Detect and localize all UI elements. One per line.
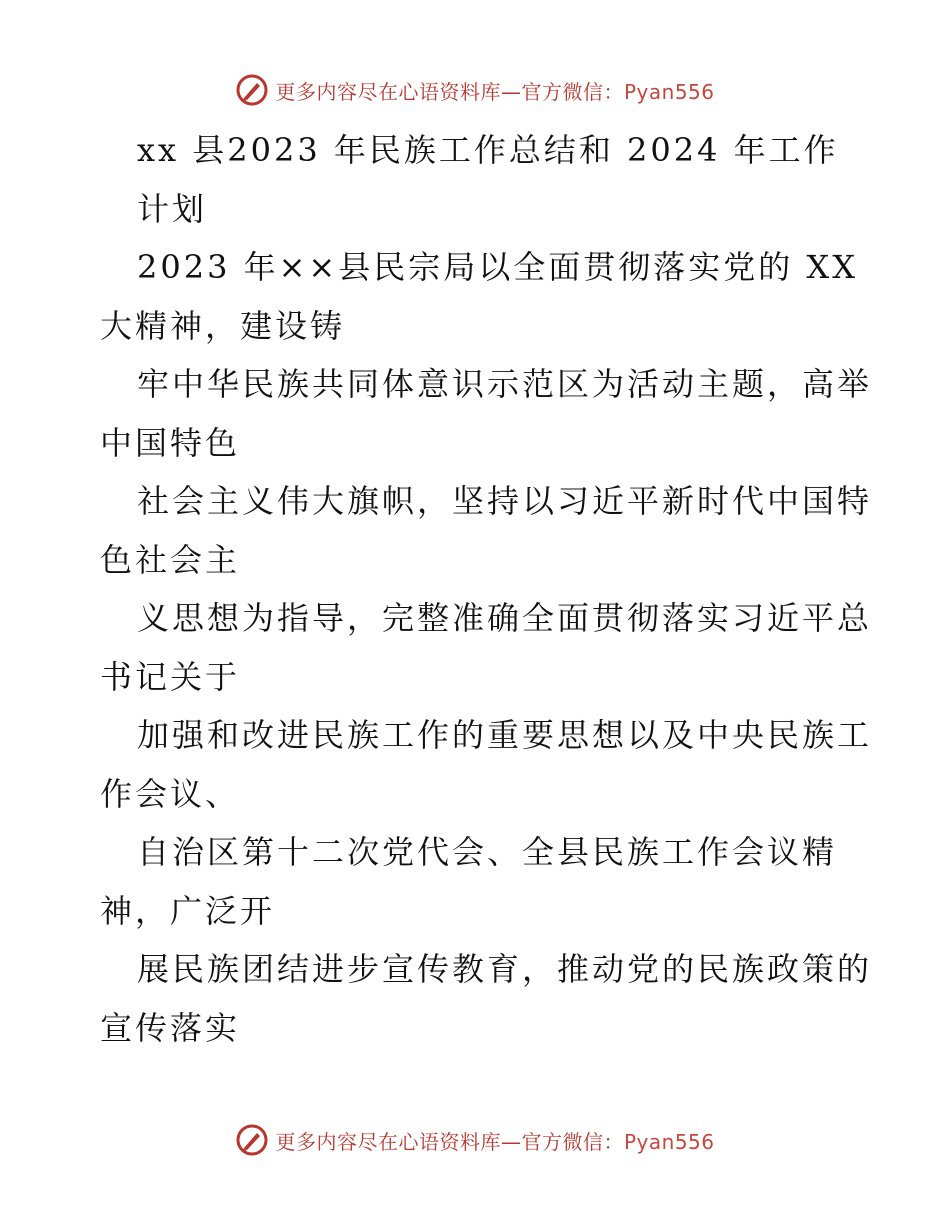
paragraph-line: 宣传落实 [100,1008,241,1047]
paragraph-line: 牢中华民族共同体意识示范区为活动主题，高举 [137,365,873,403]
paragraph-line: 书记关于 [100,657,241,696]
watermark-label: 更多内容尽在心语资料库—官方微信： [275,1129,624,1154]
paragraph-line: 中国特色 [100,423,241,462]
watermark-text [275,1126,714,1155]
watermark-account: Pyan556 [623,1129,715,1154]
paragraph-line: 作会议、 [100,774,241,813]
paragraph-line: 色社会主 [100,540,241,579]
paragraph-line: 自治区第十二次党代会、全县民族工作会议精 [137,833,838,871]
paragraph-line: 2023 年××县民宗局以全面贯彻落实党的 XX [137,248,858,286]
paragraph-line: 社会主义伟大旗帜，坚持以习近平新时代中国特 [137,482,873,520]
watermark-label: 更多内容尽在心语资料库—官方微信： [275,79,624,104]
title-line: 计划 [137,189,208,228]
paragraph-line: 展民族团结进步宣传教育，推动党的民族政策的 [137,950,873,988]
pen-logo-icon [235,73,269,107]
paragraph-line: 义思想为指导，完整准确全面贯彻落实习近平总 [137,599,873,637]
title-line: xx 县2023 年民族工作总结和 2024 年工作 [137,131,839,169]
pen-logo-icon [235,1123,269,1157]
paragraph-line: 加强和改进民族工作的重要思想以及中央民族工 [137,716,873,754]
footer-watermark [0,1120,950,1160]
header-watermark [0,70,950,110]
paragraph-line: 神，广泛开 [100,891,276,930]
paragraph-line: 大精神，建设铸 [100,306,346,345]
watermark-text [275,76,714,105]
watermark-account: Pyan556 [623,79,715,104]
